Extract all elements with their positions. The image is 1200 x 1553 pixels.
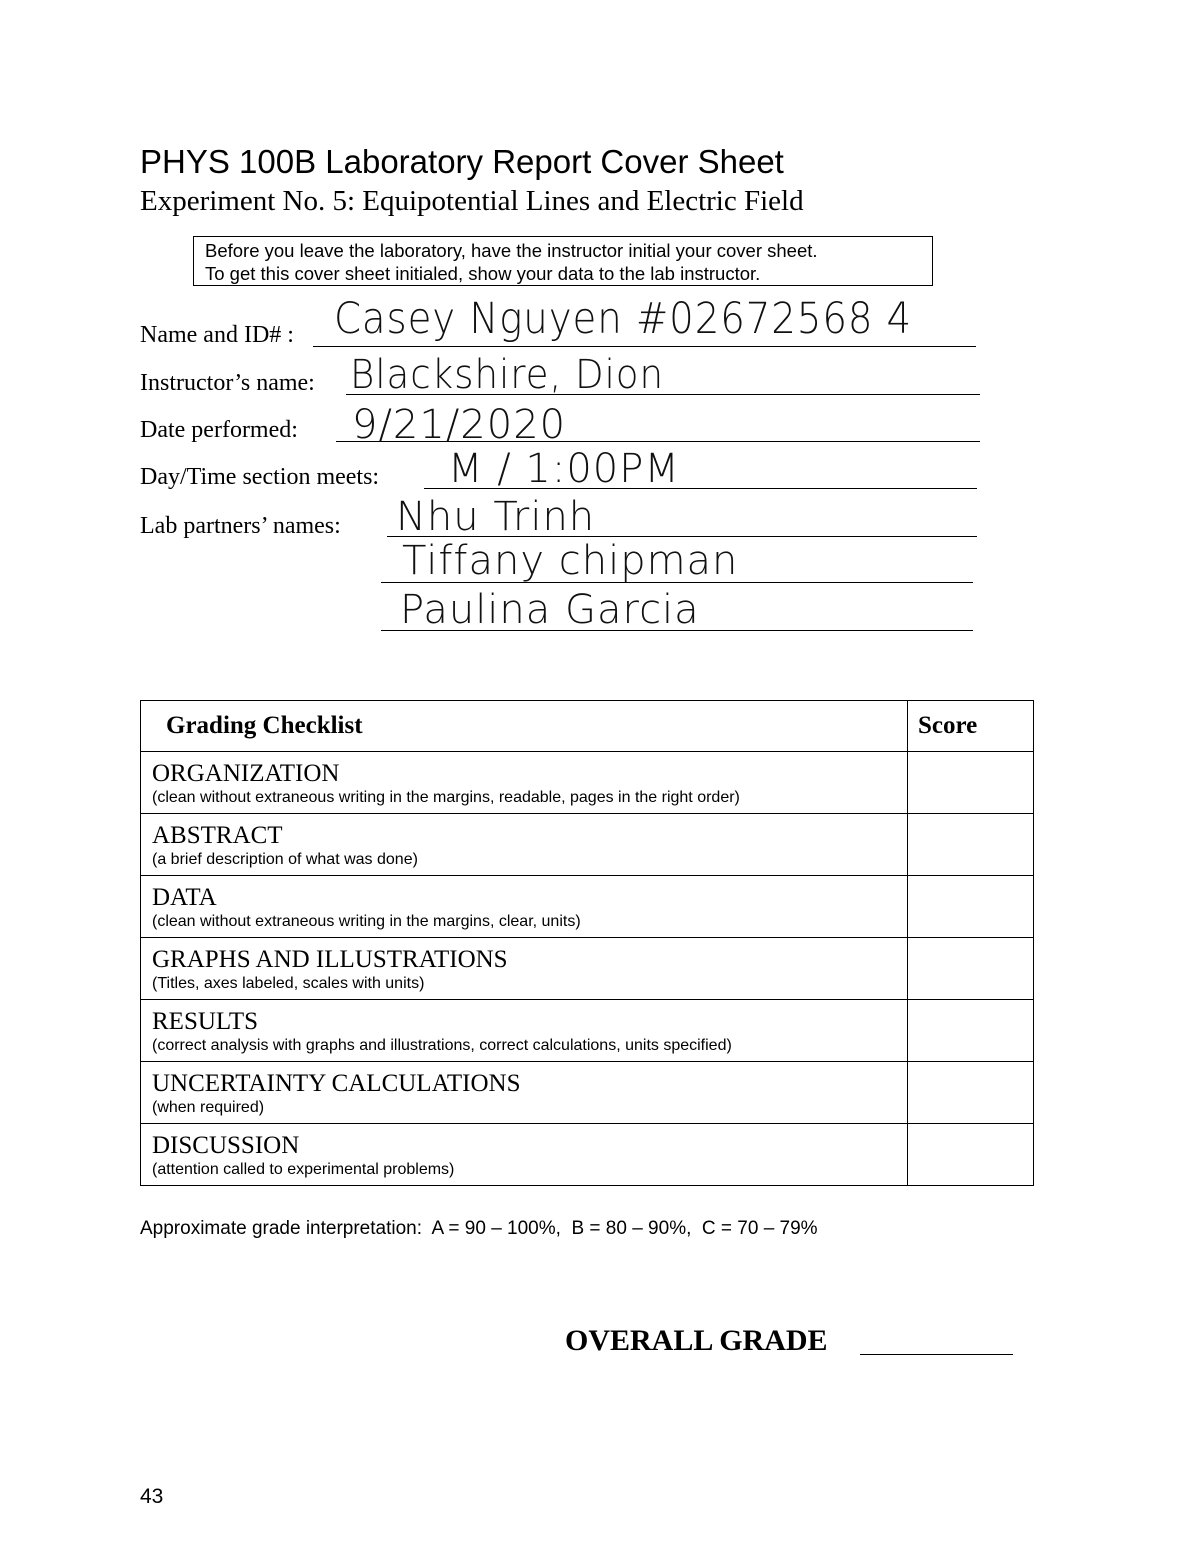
lab-partners-label: Lab partners’ names: [140,513,341,539]
instruction-notice-box [193,236,933,286]
notice-line-2: To get this cover sheet initialed, show your data to the lab instructor. [205,263,761,284]
grading-checklist-table [140,700,1034,1186]
checklist-item [141,876,908,938]
notice-line-1: Before you leave the laboratory, have the instructor initial your cover sheet. [205,240,818,261]
checklist-item [141,1000,908,1062]
checklist-row-results [141,1000,1034,1062]
section-time-handwritten: M / 1:00PM [448,446,680,492]
checklist-row-data [141,876,1034,938]
date-handwritten: 9/21/2020 [352,402,567,448]
checklist-row-abstract [141,814,1034,876]
score-cell[interactable] [908,752,1034,814]
experiment-subtitle: Experiment No. 5: Equipotential Lines and Electric Field [140,185,804,217]
score-cell[interactable] [908,1124,1034,1186]
checklist-item-desc: (Titles, axes labeled, scales with units) [152,975,425,992]
checklist-item-desc: (correct analysis with graphs and illustrations, correct calculations, units specified) [152,1037,732,1054]
checklist-item-title: UNCERTAINTY CALCULATIONS [152,1070,521,1097]
checklist-item-desc: (when required) [152,1099,265,1116]
checklist-header: Grading Checklist [141,701,908,752]
score-cell[interactable] [908,1062,1034,1124]
checklist-item-title: ABSTRACT [152,822,283,849]
date-label: Date performed: [140,417,298,443]
checklist-item-desc: (clean without extraneous writing in the margins, readable, pages in the right order) [152,789,740,806]
checklist-item [141,1062,908,1124]
checklist-row-graphs [141,938,1034,1000]
checklist-row-uncertainty [141,1062,1034,1124]
section-time-label: Day/Time section meets: [140,464,380,490]
checklist-item-desc: (a brief description of what was done) [152,851,418,868]
checklist-item-title: DATA [152,884,217,911]
instructor-label: Instructor’s name: [140,370,315,396]
name-id-line[interactable] [313,346,976,347]
checklist-item [141,938,908,1000]
instructor-handwritten: Blackshire, Dion [350,352,664,398]
checklist-item-title: RESULTS [152,1008,259,1035]
checklist-item-title: DISCUSSION [152,1132,300,1159]
score-cell[interactable] [908,938,1034,1000]
page-title: PHYS 100B Laboratory Report Cover Sheet [140,143,784,180]
checklist-item [141,752,908,814]
checklist-item-desc: (clean without extraneous writing in the margins, clear, units) [152,913,581,930]
name-id-handwritten: Casey Nguyen #02672568 4 [334,294,913,344]
checklist-row-organization [141,752,1034,814]
name-id-label: Name and ID# : [140,322,294,348]
checklist-header-row [141,701,1034,752]
grade-interpretation: Approximate grade interpretation: A = 90 – 100%, B = 80 – 90%, C = 70 – 79% [140,1218,818,1239]
score-cell[interactable] [908,1000,1034,1062]
page-number: 43 [140,1485,164,1508]
lab-partner-handwritten-2: Tiffany chipman [402,538,739,584]
score-cell[interactable] [908,876,1034,938]
overall-grade-label: OVERALL GRADE [565,1324,828,1357]
checklist-item [141,1124,908,1186]
score-cell[interactable] [908,814,1034,876]
score-header: Score [908,701,1034,752]
checklist-row-discussion [141,1124,1034,1186]
lab-partner-handwritten-1: Nhu Trinh [396,494,596,540]
checklist-item [141,814,908,876]
checklist-item-title: GRAPHS AND ILLUSTRATIONS [152,946,508,973]
lab-partner-handwritten-3: Paulina Garcia [400,587,700,633]
overall-grade-blank[interactable] [860,1354,1013,1355]
checklist-item-title: ORGANIZATION [152,760,340,787]
checklist-item-desc: (attention called to experimental problems) [152,1161,455,1178]
